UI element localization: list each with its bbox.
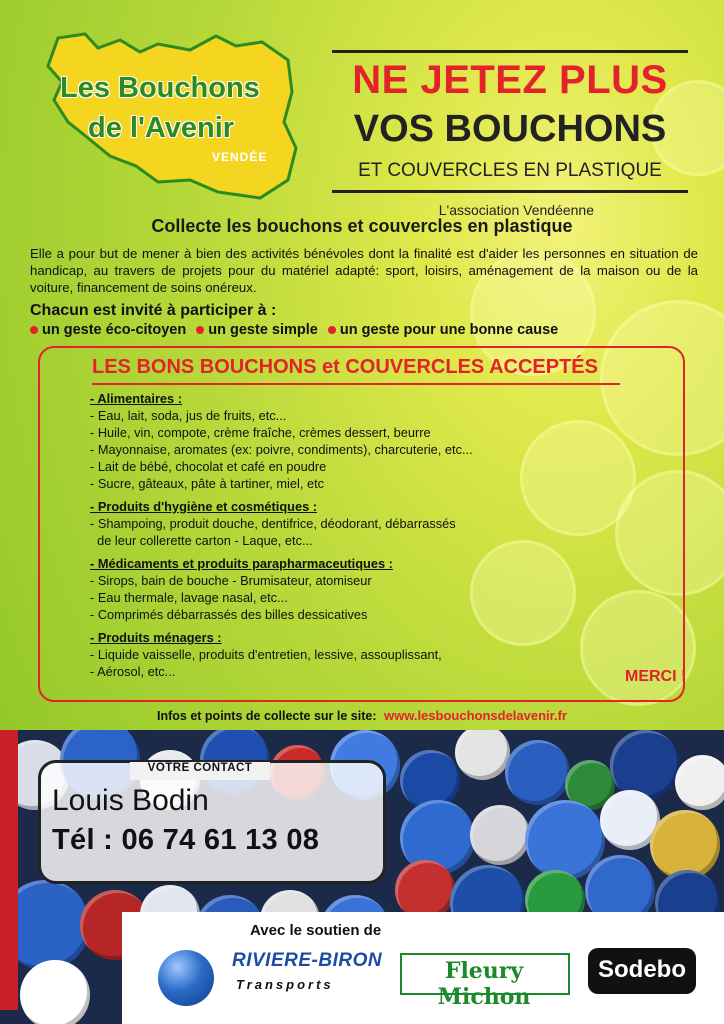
- list-item: - Aérosol, etc...: [90, 664, 176, 679]
- category-medicine: [90, 555, 550, 623]
- list-item: - Comprimés débarrassés des billes dessicatives: [90, 607, 368, 622]
- fleury-michon-logo: Fleury Michon: [437, 958, 531, 1010]
- headline-top-rule: [332, 50, 688, 53]
- list-item: - Eau, lait, soda, jus de fruits, etc...: [90, 408, 287, 423]
- bottle-cap: [505, 740, 570, 805]
- collect-title: Collecte les bouchons et couvercles en plastique: [151, 216, 573, 236]
- bottle-cap: [455, 730, 510, 780]
- headline-line3: ET COUVERCLES EN PLASTIQUE: [358, 160, 662, 181]
- accepted-title-rule: [92, 383, 620, 385]
- gesture-item: un geste pour une bonne cause: [328, 322, 558, 338]
- riviere-biron-subtitle: Transports: [236, 977, 334, 992]
- category-title: - Médicaments et produits parapharmaceutiques :: [90, 556, 393, 571]
- gesture-list: [30, 322, 564, 338]
- bullet-icon: [30, 326, 38, 334]
- category-title: - Produits ménagers :: [90, 630, 222, 645]
- sodebo-logo: Sodebo: [598, 956, 686, 983]
- contact-name: Louis Bodin: [52, 784, 209, 817]
- riviere-biron-logo: RIVIERE-BIRON: [232, 950, 383, 971]
- list-item: - Sucre, gâteaux, pâte à tartiner, miel, etc: [90, 476, 325, 491]
- accepted-categories: [90, 390, 550, 686]
- bullet-icon: [196, 326, 204, 334]
- list-item: - Mayonnaise, aromates (ex: poivre, condiments), charcuterie, etc...: [90, 442, 473, 457]
- category-household: [90, 629, 550, 680]
- association-label: L'association Vendéenne: [438, 202, 594, 218]
- category-title: - Produits d'hygiène et cosmétiques :: [90, 499, 318, 514]
- website-link[interactable]: www.lesbouchonsdelavenir.fr: [383, 708, 567, 723]
- logo-title-line2: de l'Avenir: [88, 112, 235, 144]
- category-hygiene: [90, 498, 550, 549]
- accepted-title: LES BONS BOUCHONS et COUVERCLES ACCEPTÉS: [92, 356, 598, 378]
- headline-line1: NE JETEZ PLUS: [352, 58, 668, 102]
- category-title: - Alimentaires :: [90, 391, 182, 406]
- intro-paragraph: Elle a pour but de mener à bien des activités bénévoles dont la finalité est d'aider les personnes en situation de handicap, au travers de projets pour du matériel adapté: sport, loisirs, aménagement de la maison ou de la voiture, financement de soins onéreux.: [30, 246, 698, 295]
- bottle-cap: [675, 755, 724, 810]
- list-item: de leur collerette carton - Laque, etc...: [90, 533, 313, 548]
- list-item: - Eau thermale, lavage nasal, etc...: [90, 590, 288, 605]
- riviere-biron-globe-icon: [158, 950, 214, 1006]
- bottle-cap: [470, 805, 530, 865]
- invite-heading: Chacun est invité à participer à :: [30, 302, 277, 319]
- red-accent-strip: [0, 730, 18, 1010]
- headline-bottom-rule: [332, 190, 688, 193]
- contact-phone: Tél : 06 74 61 13 08: [52, 824, 320, 856]
- gesture-item: un geste simple: [196, 322, 318, 338]
- bottle-cap: [395, 860, 455, 920]
- category-food: [90, 390, 550, 492]
- contact-label: VOTRE CONTACT: [147, 762, 253, 774]
- logo-region: VENDÉE: [212, 150, 268, 164]
- bottle-cap: [610, 730, 680, 800]
- gesture-item: un geste éco-citoyen: [30, 322, 186, 338]
- merci-label: MERCI !: [625, 668, 687, 685]
- list-item: - Lait de bébé, chocolat et café en poudre: [90, 459, 327, 474]
- list-item: - Huile, vin, compote, crème fraîche, crèmes dessert, beurre: [90, 425, 431, 440]
- bullet-icon: [328, 326, 336, 334]
- site-label: Infos et points de collecte sur le site:: [157, 709, 377, 723]
- sponsors-title: Avec le soutien de: [250, 922, 382, 939]
- headline-line2: VOS BOUCHONS: [353, 108, 667, 150]
- logo-title-line1: Les Bouchons: [60, 72, 260, 104]
- list-item: - Liquide vaisselle, produits d'entretien, lessive, assouplissant,: [90, 647, 442, 662]
- site-line: [0, 708, 724, 723]
- bottle-cap: [20, 960, 90, 1024]
- list-item: - Sirops, bain de bouche - Brumisateur, atomiseur: [90, 573, 372, 588]
- association-logo: [40, 30, 310, 205]
- list-item: - Shampoing, produit douche, dentifrice, déodorant, débarrassés: [90, 516, 456, 531]
